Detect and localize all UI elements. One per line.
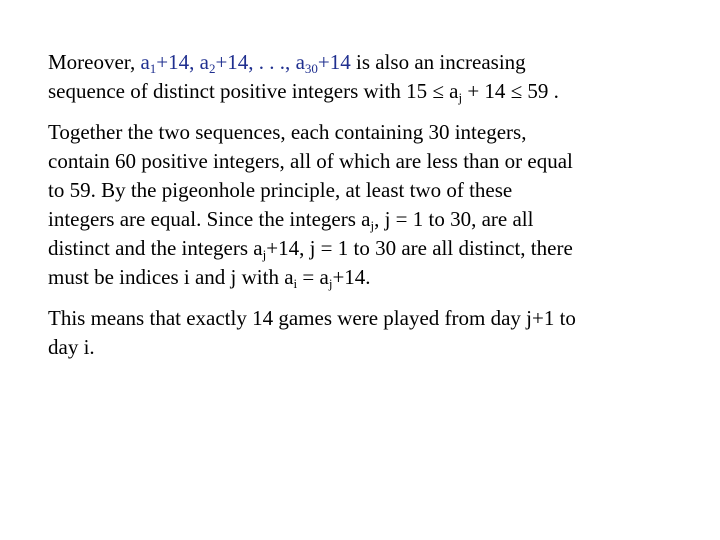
text-segment: a: [140, 50, 150, 74]
text-segment: Moreover,: [48, 50, 141, 74]
paragraph-conclusion: [48, 304, 688, 362]
text-segment: +14.: [332, 265, 371, 289]
text-segment: +14,: [156, 50, 200, 74]
text-segment: distinct and the integers a: [48, 236, 263, 260]
subscript: i: [293, 276, 298, 291]
subscript: 2: [208, 61, 216, 76]
subscript: j: [458, 90, 463, 105]
text-line: day i.: [48, 335, 95, 359]
paragraph-pigeonhole-argument: [48, 118, 688, 292]
text-line: This means that exactly 14 games were played from day j+1 to: [48, 306, 576, 330]
text-line: to 59. By the pigeonhole principle, at least two of these: [48, 178, 513, 202]
text-segment: +14: [317, 50, 351, 74]
text-segment: a: [199, 50, 209, 74]
text-segment: +14, j = 1 to 30 are all distinct, there: [266, 236, 573, 260]
subscript: j: [328, 276, 333, 291]
text-segment: must be indices i and j with a: [48, 265, 294, 289]
text-line: contain 60 positive integers, all of which are less than or equal: [48, 149, 573, 173]
text-segment: integers are equal. Since the integers a: [48, 207, 371, 231]
text-line: Together the two sequences, each containing 30 integers,: [48, 120, 527, 144]
subscript: j: [262, 247, 267, 262]
slide-content: [48, 48, 688, 362]
text-segment: +14, . . .,: [215, 50, 296, 74]
text-segment: sequence of distinct positive integers with 15 ≤ a: [48, 79, 459, 103]
subscript: j: [370, 218, 375, 233]
text-segment: a: [295, 50, 305, 74]
paragraph-sequence-shift: [48, 48, 688, 106]
text-segment: + 14 ≤ 59 .: [462, 79, 559, 103]
subscript: 1: [149, 61, 157, 76]
text-segment: , j = 1 to 30, are all: [374, 207, 534, 231]
text-segment: = a: [297, 265, 329, 289]
highlighted-term: [140, 50, 350, 74]
subscript: 30: [304, 61, 318, 76]
text-segment: is also an increasing: [350, 50, 526, 74]
